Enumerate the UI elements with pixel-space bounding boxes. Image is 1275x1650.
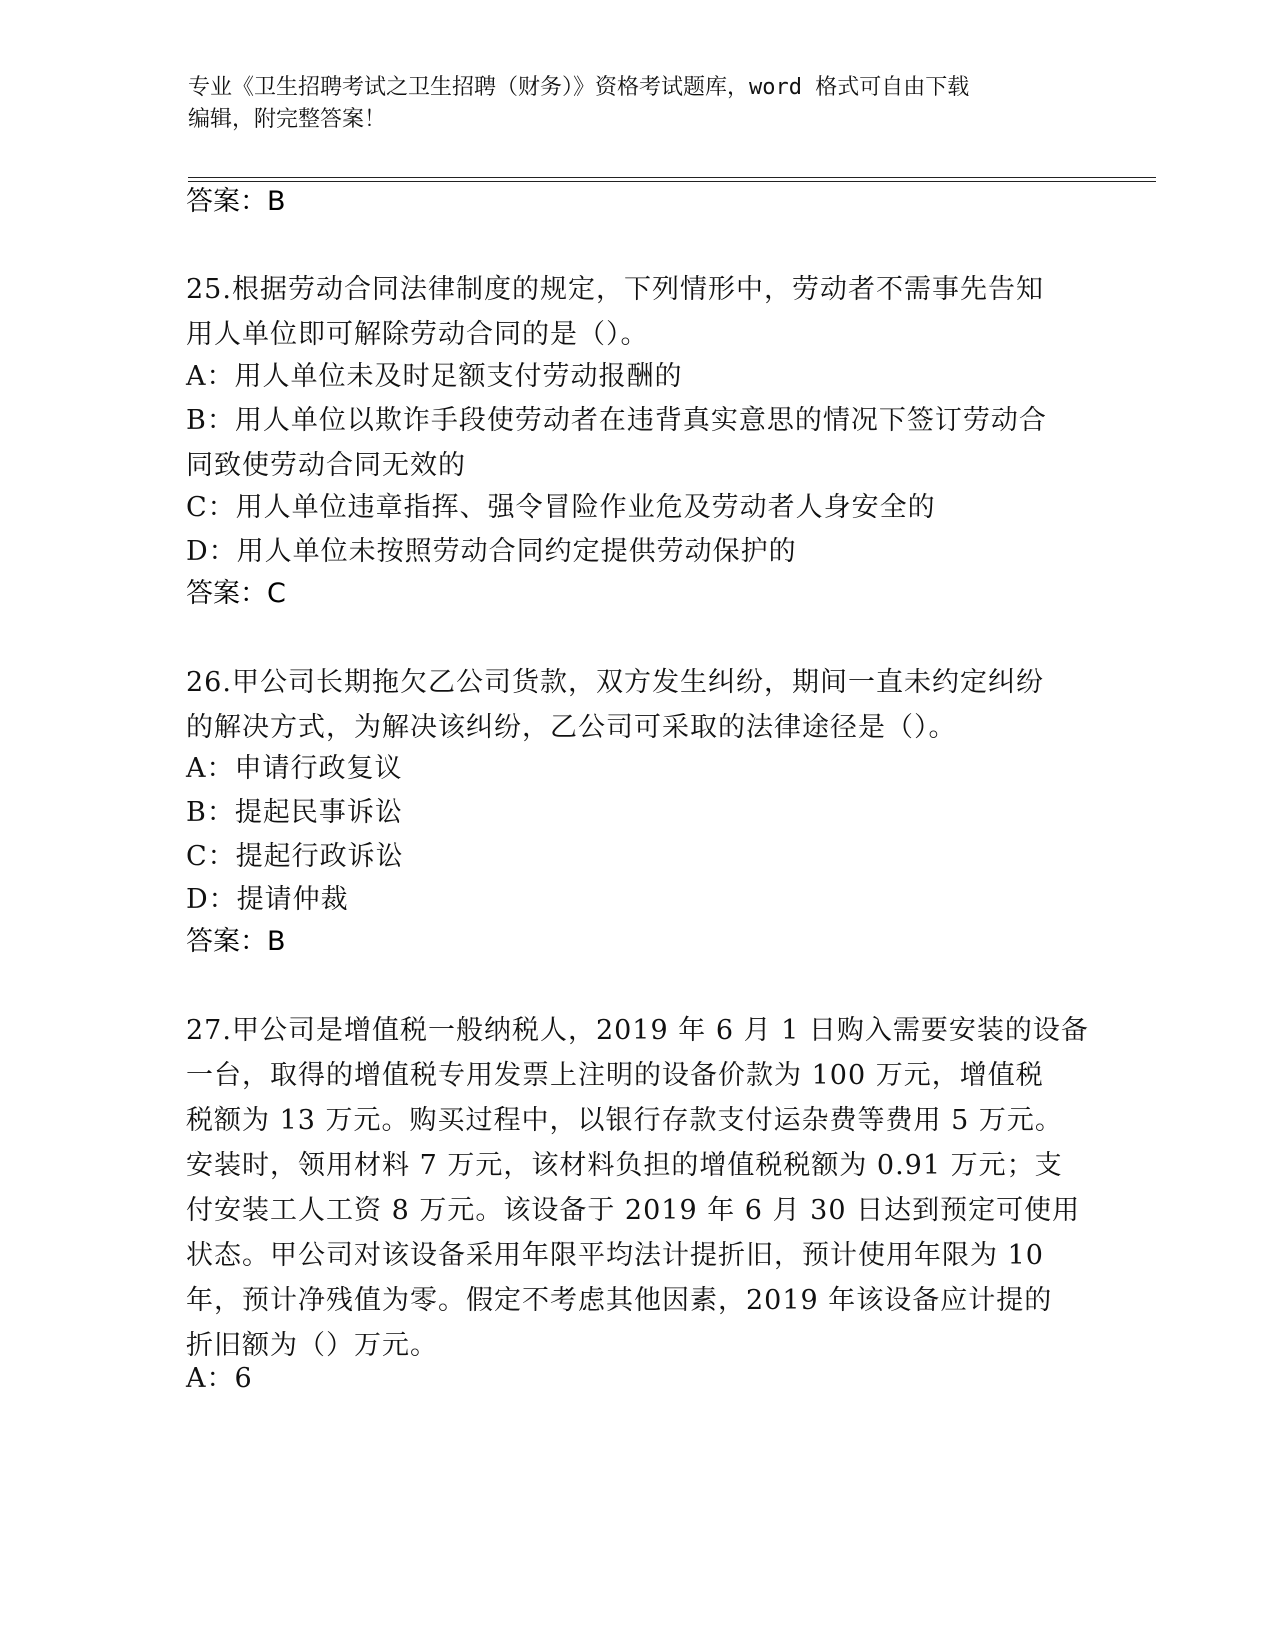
- question-26-option-d: D：提请仲裁: [186, 884, 349, 915]
- question-27-line-4: 安装时，领用材料 7 万元，该材料负担的增值税税额为 0.91 万元；支: [186, 1150, 1063, 1181]
- answer-previous: 答案：B: [186, 186, 286, 217]
- question-25: [186, 267, 1086, 357]
- question-27-line-5: 付安装工人工资 8 万元。该设备于 2019 年 6 月 30 日达到预定可使用: [186, 1195, 1081, 1226]
- question-25-option-a: A：用人单位未及时足额支付劳动报酬的: [186, 361, 683, 392]
- question-25-option-d: D：用人单位未按照劳动合同约定提供劳动保护的: [186, 536, 797, 567]
- question-27-line-8: 折旧额为（）万元。: [186, 1330, 438, 1361]
- question-26: [186, 660, 1086, 750]
- question-25-line-1: 25.根据劳动合同法律制度的规定，下列情形中，劳动者不需事先告知: [186, 274, 1044, 305]
- answer-26: 答案：B: [186, 926, 286, 957]
- question-27-line-2: 一台，取得的增值税专用发票上注明的设备价款为 100 万元，增值税: [186, 1060, 1044, 1091]
- question-26-option-c: C：提起行政诉讼: [186, 841, 404, 872]
- question-27-line-1: 27.甲公司是增值税一般纳税人，2019 年 6 月 1 日购入需要安装的设备: [186, 1015, 1089, 1046]
- header-line-1: 专业《卫生招聘考试之卫生招聘（财务）》资格考试题库，word 格式可自由下载: [188, 75, 970, 100]
- page-header: [188, 72, 1068, 136]
- question-25-option-b: [186, 398, 1047, 488]
- header-line-2: 编辑，附完整答案！: [188, 107, 387, 132]
- question-25-option-b-line-2: 同致使劳动合同无效的: [186, 450, 466, 481]
- question-25-option-b-line-1: B：用人单位以欺诈手段使劳动者在违背真实意思的情况下签订劳动合: [186, 405, 1047, 436]
- header-rule-bottom: [188, 181, 1156, 182]
- question-26-line-1: 26.甲公司长期拖欠乙公司货款，双方发生纠纷，期间一直未约定纠纷: [186, 667, 1044, 698]
- answer-25: 答案：C: [186, 578, 286, 609]
- question-26-option-b: B：提起民事诉讼: [186, 797, 403, 828]
- question-25-line-2: 用人单位即可解除劳动合同的是（）。: [186, 319, 649, 350]
- question-25-option-c: C：用人单位违章指挥、强令冒险作业危及劳动者人身安全的: [186, 492, 936, 523]
- question-27-line-3: 税额为 13 万元。购买过程中，以银行存款支付运杂费等费用 5 万元。: [186, 1105, 1063, 1136]
- question-27-line-6: 状态。甲公司对该设备采用年限平均法计提折旧，预计使用年限为 10: [186, 1240, 1044, 1271]
- question-27-line-7: 年，预计净残值为零。假定不考虑其他因素，2019 年该设备应计提的: [186, 1285, 1053, 1316]
- question-27: [186, 1008, 1089, 1368]
- question-26-line-2: 的解决方式，为解决该纠纷，乙公司可采取的法律途径是（）。: [186, 712, 957, 743]
- question-26-option-a: A：申请行政复议: [186, 753, 403, 784]
- header-rule-top: [188, 177, 1156, 178]
- question-27-option-a: A：6: [186, 1363, 253, 1394]
